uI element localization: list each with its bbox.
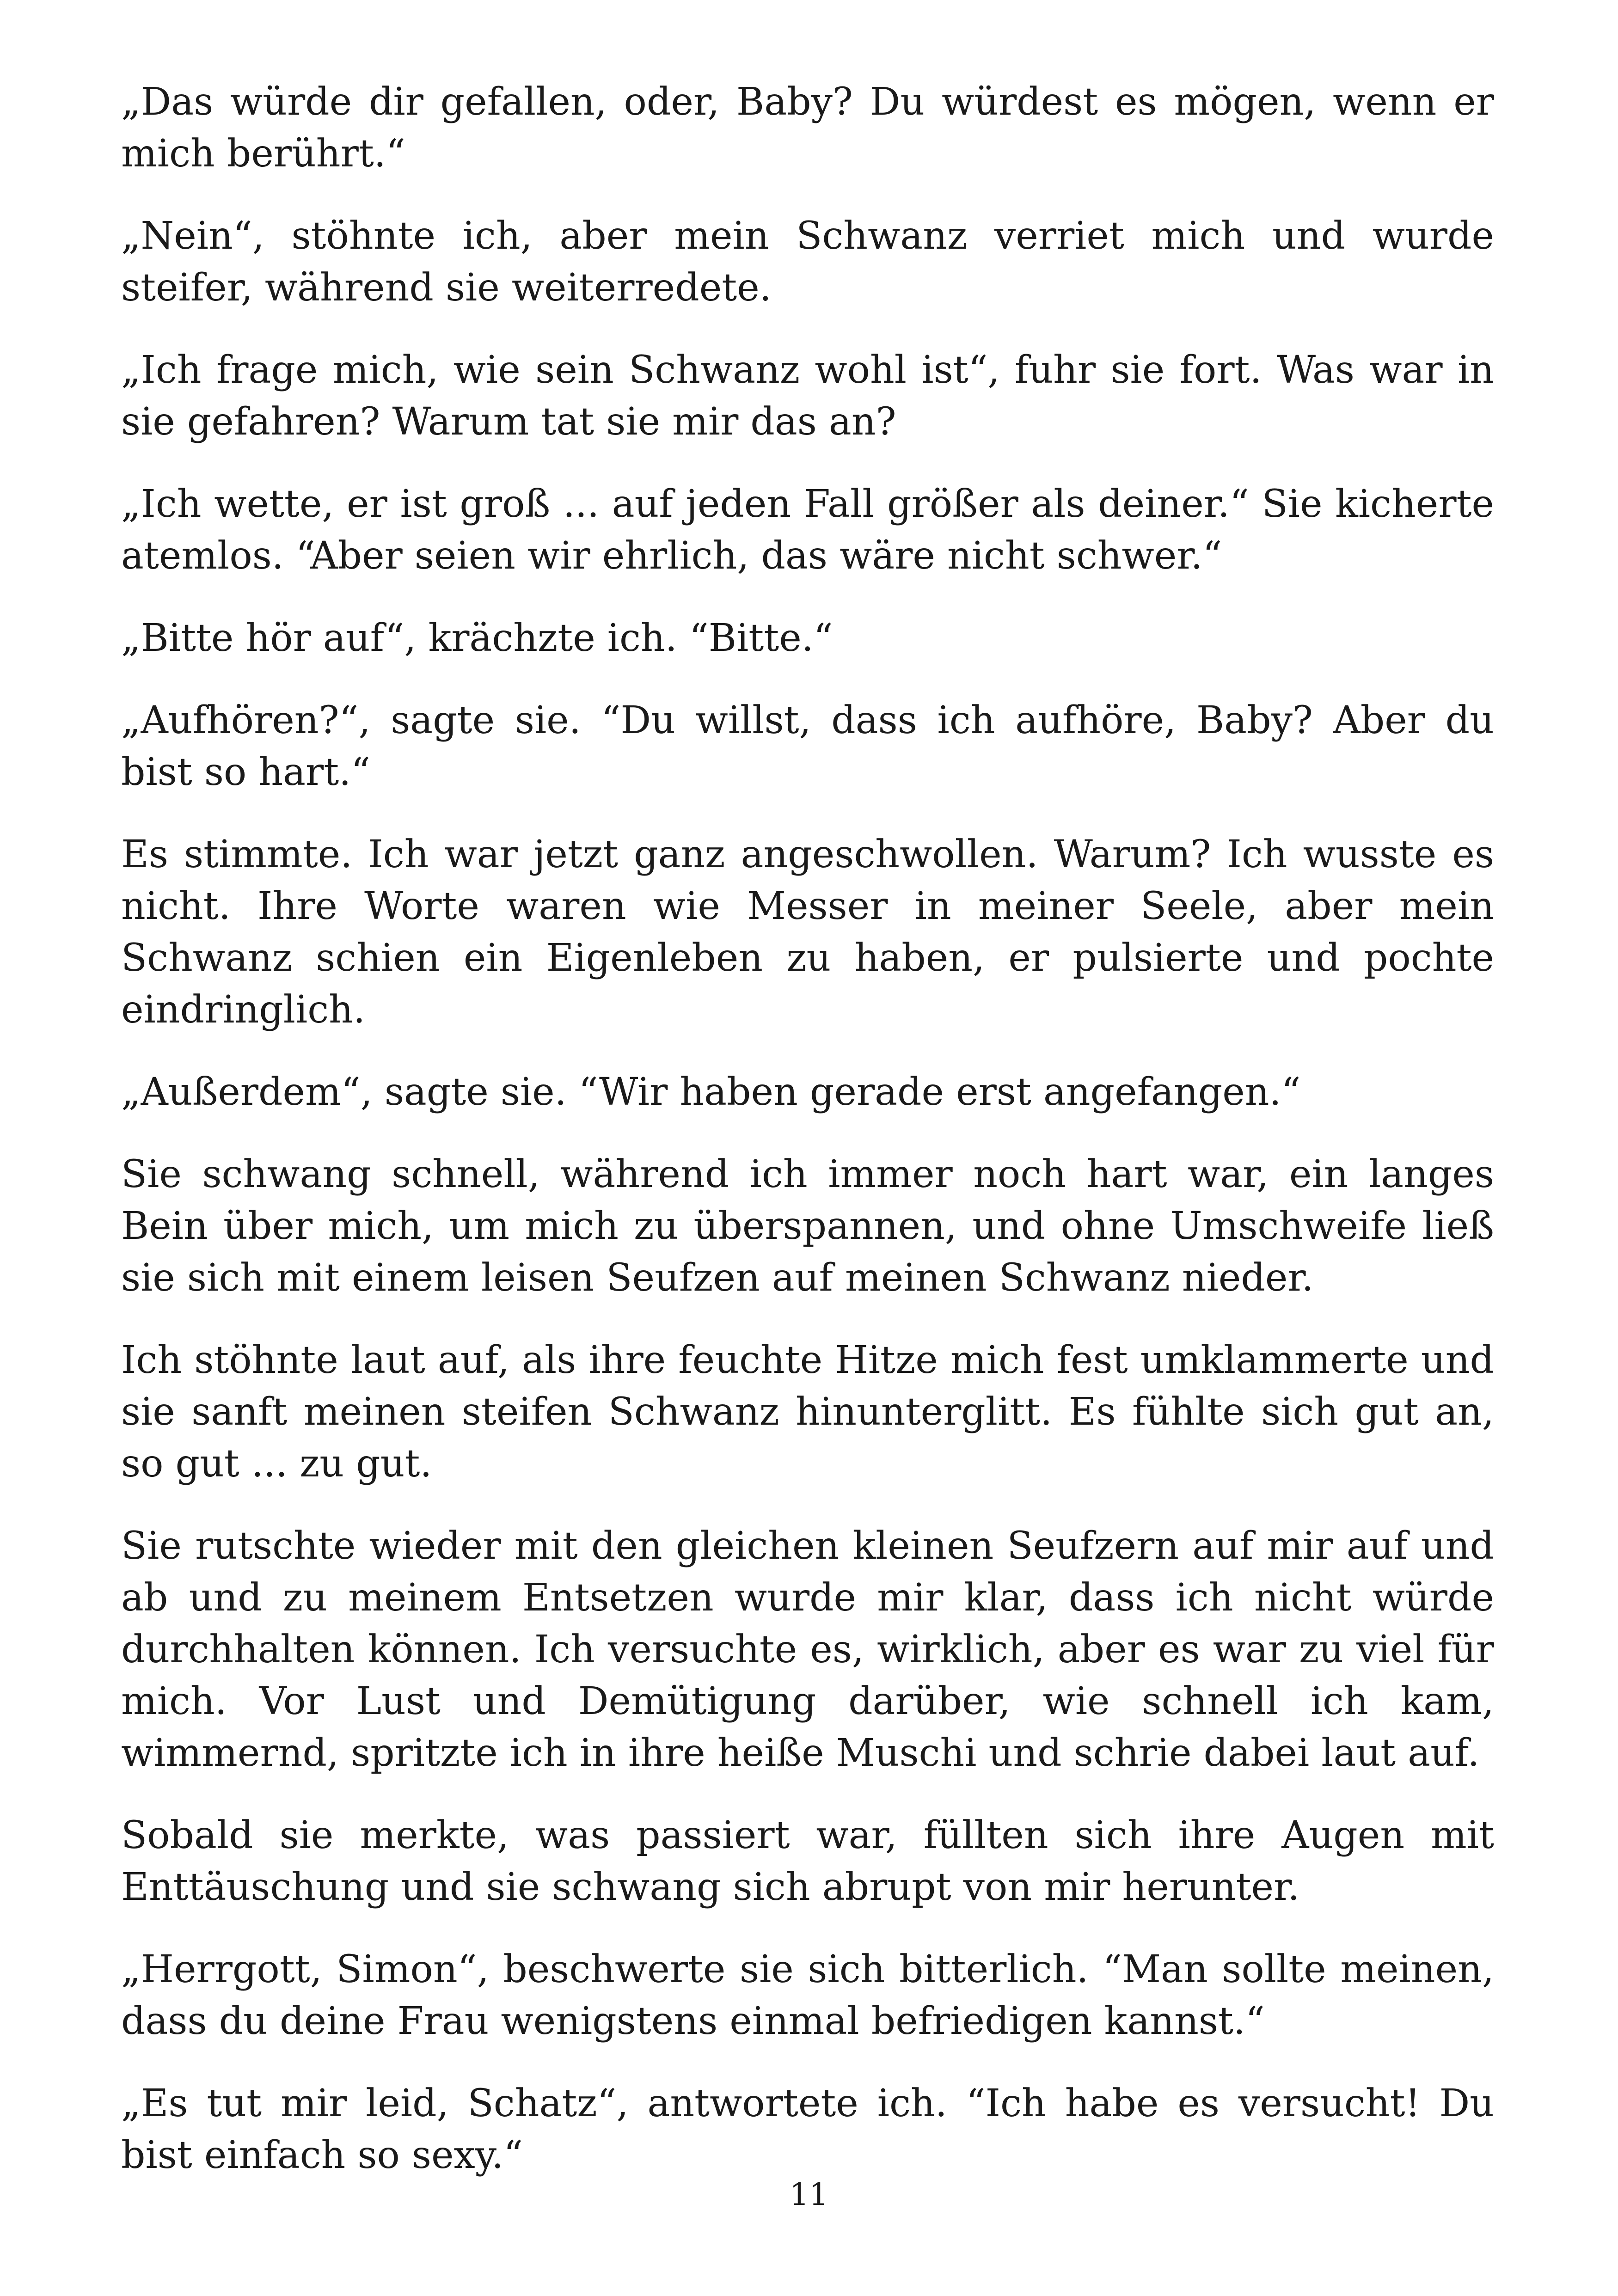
- paragraph: „Außerdem“, sagte sie. “Wir haben gerade erst angefangen.“: [121, 1070, 1301, 1114]
- paragraph: „Herrgott, Simon“, beschwerte sie sich bitterlich. “Man sollte meinen, dass du deine Frau wenigstens einmal befriedigen kannst.“: [121, 1947, 1494, 2043]
- paragraph: „Es tut mir leid, Schatz“, antwortete ich. “Ich habe es versucht! Du bist einfach so sexy.“: [121, 2082, 1494, 2177]
- paragraph: „Das würde dir gefallen, oder, Baby? Du würdest es mögen, wenn er mich berührt.“: [121, 80, 1494, 176]
- page-number: 11: [790, 2177, 828, 2212]
- paragraph: „Ich frage mich, wie sein Schwanz wohl ist“, fuhr sie fort. Was war in sie gefahren? Warum tat sie mir das an?: [121, 348, 1494, 444]
- paragraph: Sobald sie merkte, was passiert war, füllten sich ihre Augen mit Enttäuschung und sie schwang sich abrupt von mir herunter.: [121, 1813, 1494, 1909]
- paragraph: Sie rutschte wieder mit den gleichen kleinen Seufzern auf mir auf und ab und zu meinem Entsetzen wurde mir klar, dass ich nicht würde durchhalten können. Ich versuchte es, wirklich, aber es war zu viel für mich. Vor Lust und Demütigung darüber, wie schnell ich kam, wimmernd, spritzte ich in ihre heiße Muschi und schrie dabei laut auf.: [121, 1524, 1494, 1775]
- paragraph: „Bitte hör auf“, krächzte ich. “Bitte.“: [121, 616, 833, 660]
- body-text: [121, 76, 1494, 2212]
- paragraph: „Ich wette, er ist groß ... auf jeden Fall größer als deiner.“ Sie kicherte atemlos. “Aber seien wir ehrlich, das wäre nicht schwer.“: [121, 482, 1494, 578]
- paragraph: Ich stöhnte laut auf, als ihre feuchte Hitze mich fest umklammerte und sie sanft meinen steifen Schwanz hinunterglitt. Es fühlte sich gut an, so gut ... zu gut.: [121, 1338, 1494, 1486]
- paragraph: Es stimmte. Ich war jetzt ganz angeschwollen. Warum? Ich wusste es nicht. Ihre Worte waren wie Messer in meiner Seele, aber mein Schwanz schien ein Eigenleben zu haben, er pulsierte und pochte eindringlich.: [121, 833, 1494, 1032]
- paragraph: Sie schwang schnell, während ich immer noch hart war, ein langes Bein über mich, um mich zu überspannen, und ohne Umschweife ließ sie sich mit einem leisen Seufzen auf meinen Schwanz nieder.: [121, 1152, 1494, 1300]
- paragraph: „Nein“, stöhnte ich, aber mein Schwanz verriet mich und wurde steifer, während sie weiterredete.: [121, 214, 1494, 310]
- paragraph: „Aufhören?“, sagte sie. “Du willst, dass ich aufhöre, Baby? Aber du bist so hart.“: [121, 698, 1494, 794]
